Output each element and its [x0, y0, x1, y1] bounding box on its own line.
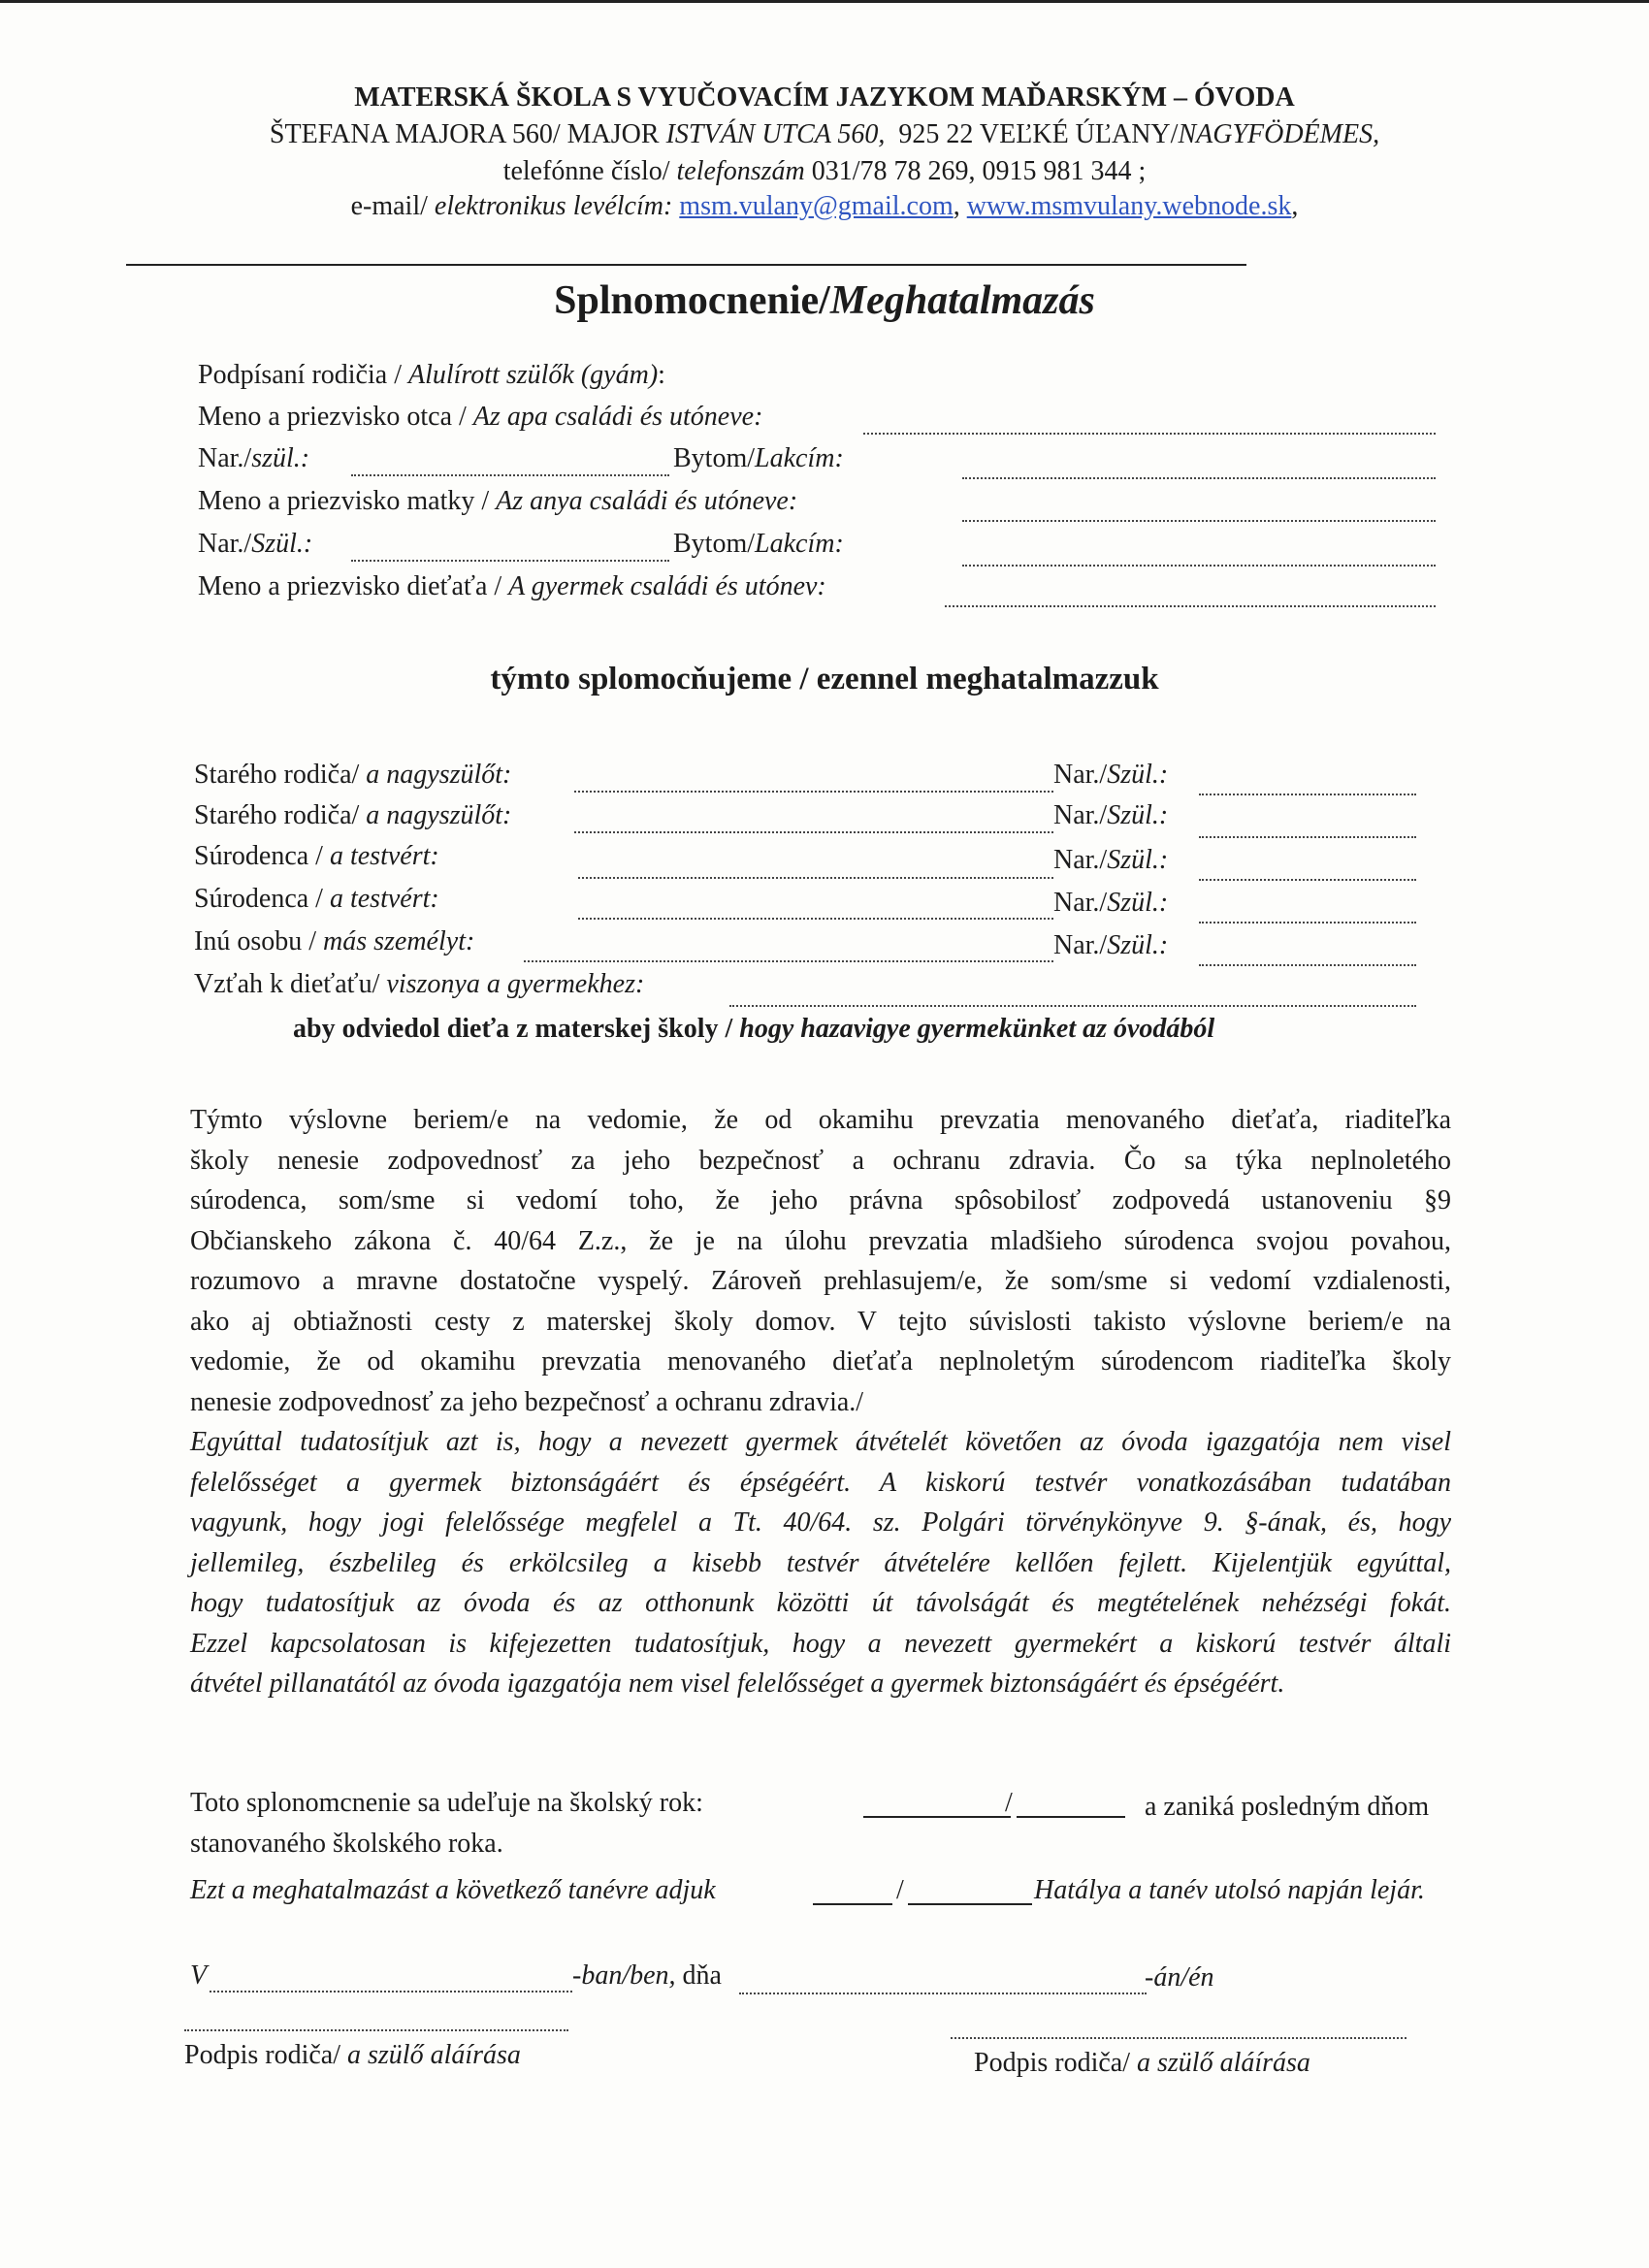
signature-line-right[interactable]: [951, 2037, 1406, 2039]
statement-line: školy nenesie zodpovednosť za jeho bezpečnosť a ochranu zdravia. Čo sa týka neplnoletého: [190, 1145, 1451, 1176]
statement-slovak: [190, 1100, 1451, 1422]
school-year-start-field[interactable]: [863, 1816, 1011, 1818]
mother-name-field[interactable]: [962, 520, 1436, 522]
relationship-field[interactable]: [729, 1005, 1416, 1007]
grandparent1-label: Starého rodiča/ a nagyszülőt:: [194, 760, 512, 790]
statement-hungarian: [190, 1422, 1451, 1704]
sibling1-field[interactable]: [578, 877, 1053, 879]
statement-line: átvétel pillanatától az óvoda igazgatója nem visel felelősséget a gyermek biztonságáért és épségéért.: [190, 1669, 1285, 1699]
father-address-label: Bytom/Lakcím:: [673, 443, 844, 473]
validity-hungarian-label: Ezt a meghatalmazást a következő tanévre adjuk: [190, 1875, 716, 1905]
statement-line: jellemileg, észbelileg és erkölcsileg a kisebb testvér átvételére kellően fejlett. Kijelentjük egyúttal,: [190, 1547, 1451, 1578]
date-suffix: -án/én: [1145, 1962, 1214, 1993]
other-person-birth-field[interactable]: [1199, 964, 1416, 966]
mother-address-field[interactable]: [962, 565, 1436, 567]
pickup-purpose: aby odviedol dieťa z materskej školy / hogy hazavigye gyermekünket az óvodából: [293, 1014, 1215, 1044]
tanev-end-field[interactable]: [908, 1903, 1032, 1905]
sibling2-birth-label: Nar./Szül.:: [1053, 888, 1169, 918]
grandparent2-label: Starého rodiča/ a nagyszülőt:: [194, 800, 512, 830]
school-phone: telefónne číslo/ telefonszám 031/78 78 269, 0915 981 344 ;: [502, 156, 1147, 186]
tanev-start-field[interactable]: [813, 1903, 892, 1905]
child-name-field[interactable]: [945, 605, 1436, 607]
statement-line: súrodenca, som/sme si vedomí toho, že jeho právna spôsobilosť zodpovedá ustanoveniu §9: [190, 1185, 1451, 1215]
school-year-slash: /: [1005, 1788, 1013, 1818]
header-divider: [126, 264, 1246, 266]
statement-line: rozumovo a mravne dostatočne vyspelý. Zároveň prehlasujem/e, že som/sme si vedomí vzdialenosti,: [190, 1266, 1451, 1296]
father-name-field[interactable]: [863, 433, 1436, 435]
mother-name-label: Meno a priezvisko matky / Az anya családi és utóneve:: [198, 486, 798, 516]
school-email: e-mail/ elektronikus levélcím: msm.vulany@gmail.com, www.msmvulany.webnode.sk,: [350, 191, 1299, 221]
place-suffix: -ban/ben, dňa: [572, 1960, 722, 1991]
email-link[interactable]: msm.vulany@gmail.com: [679, 191, 954, 221]
signature-left-label: Podpis rodiča/ a szülő aláírása: [184, 2040, 521, 2070]
grandparent1-field[interactable]: [574, 791, 1053, 793]
father-birth-field[interactable]: [351, 474, 669, 476]
other-person-field[interactable]: [524, 960, 1053, 962]
statement-line: ako aj obtiažnosti cesty z materskej školy domov. V tejto súvislosti takisto výslovne beriem/e na: [190, 1306, 1451, 1337]
mother-address-label: Bytom/Lakcím:: [673, 529, 844, 559]
father-name-label: Meno a priezvisko otca / Az apa családi és utóneve:: [198, 402, 763, 432]
place-field[interactable]: [210, 1991, 572, 1993]
sibling2-birth-field[interactable]: [1199, 922, 1416, 923]
statement-line: Týmto výslovne beriem/e na vedomie, že od okamihu prevzatia menovaného dieťaťa, riaditeľka: [190, 1105, 1451, 1135]
statement-line: hogy tudatosítjuk az óvoda és az otthonunk közötti út távolságát és megtételének nehézségi fokát.: [190, 1588, 1451, 1618]
tanev-slash: /: [896, 1875, 904, 1905]
statement-line: Občianskeho zákona č. 40/64 Z.z., že je na úlohu prevzatia mladšieho súrodenca svojou povahou,: [190, 1225, 1451, 1256]
mother-birth-label: Nar./Szül.:: [198, 529, 313, 559]
signature-right-label: Podpis rodiča/ a szülő aláírása: [974, 2048, 1310, 2078]
authorize-heading: týmto splomocňujeme / ezennel meghatalmazzuk: [490, 662, 1159, 697]
school-name: MATERSKÁ ŠKOLA S VYUČOVACÍM JAZYKOM MAĎARSKÝM – ÓVODA: [354, 82, 1295, 113]
statement-line: nenesie zodpovednosť za jeho bezpečnosť a ochranu zdravia./: [190, 1386, 864, 1417]
validity-slovak-label: Toto splonomcnenie sa udeľuje na školský rok:: [190, 1788, 703, 1818]
scan-edge: [0, 0, 1649, 3]
other-person-birth-label: Nar./Szül.:: [1053, 930, 1169, 960]
validity-expiry-text: a zaniká posledným dňom: [1145, 1792, 1430, 1822]
sibling1-birth-label: Nar./Szül.:: [1053, 845, 1169, 875]
statement-line: Ezzel kapcsolatosan is kifejezetten tudatosítjuk, hogy a nevezett gyermekért a kiskorú testvér általi: [190, 1628, 1451, 1659]
statement-line: vagyunk, hogy jogi felelőssége megfelel a Tt. 40/64. sz. Polgári törvénykönyve 9. §-ának, és, hogy: [190, 1507, 1451, 1538]
place-v-label: V: [190, 1960, 208, 1991]
document-title: Splnomocnenie/Meghatalmazás: [554, 278, 1095, 323]
grandparent1-birth-label: Nar./Szül.:: [1053, 760, 1169, 790]
child-name-label: Meno a priezvisko dieťaťa / A gyermek családi és utónev:: [198, 571, 826, 601]
statement-line: felelősséget a gyermek biztonságáért és épségéért. A kiskorú testvér vonatkozásában tudatában: [190, 1467, 1451, 1498]
sibling1-label: Súrodenca / a testvért:: [194, 841, 439, 871]
father-address-field[interactable]: [962, 477, 1436, 479]
signature-line-left[interactable]: [184, 2029, 568, 2031]
date-field[interactable]: [739, 1993, 1147, 1994]
grandparent2-birth-label: Nar./Szül.:: [1053, 800, 1169, 830]
sibling1-birth-field[interactable]: [1199, 879, 1416, 881]
sibling2-field[interactable]: [578, 918, 1053, 920]
signed-parents-label: Podpísaní rodičia / Alulírott szülők (gyám):: [198, 360, 665, 390]
mother-birth-field[interactable]: [351, 560, 669, 562]
validity-slovak-line2: stanovaného školského roka.: [190, 1829, 503, 1859]
grandparent2-birth-field[interactable]: [1199, 836, 1416, 838]
relationship-label: Vzťah k dieťaťu/ viszonya a gyermekhez:: [194, 969, 645, 999]
school-address: ŠTEFANA MAJORA 560/ MAJOR ISTVÁN UTCA 560, 925 22 VEĽKÉ ÚĽANY/NAGYFÖDÉMES,: [269, 119, 1380, 149]
grandparent1-birth-field[interactable]: [1199, 794, 1416, 795]
father-birth-label: Nar./szül.:: [198, 443, 310, 473]
sibling2-label: Súrodenca / a testvért:: [194, 884, 439, 914]
school-year-end-field[interactable]: [1017, 1816, 1125, 1818]
website-link[interactable]: www.msmvulany.webnode.sk: [966, 191, 1292, 221]
other-person-label: Inú osobu / más személyt:: [194, 926, 475, 956]
statement-line: vedomie, že od okamihu prevzatia menovaného dieťaťa neplnoletým súrodencom riaditeľka školy: [190, 1346, 1451, 1377]
grandparent2-field[interactable]: [574, 831, 1053, 833]
validity-hungarian-expiry: Hatálya a tanév utolsó napján lejár.: [1034, 1875, 1425, 1905]
statement-line: Egyúttal tudatosítjuk azt is, hogy a nevezett gyermek átvételét követően az óvoda igazgatója nem visel: [190, 1427, 1451, 1457]
